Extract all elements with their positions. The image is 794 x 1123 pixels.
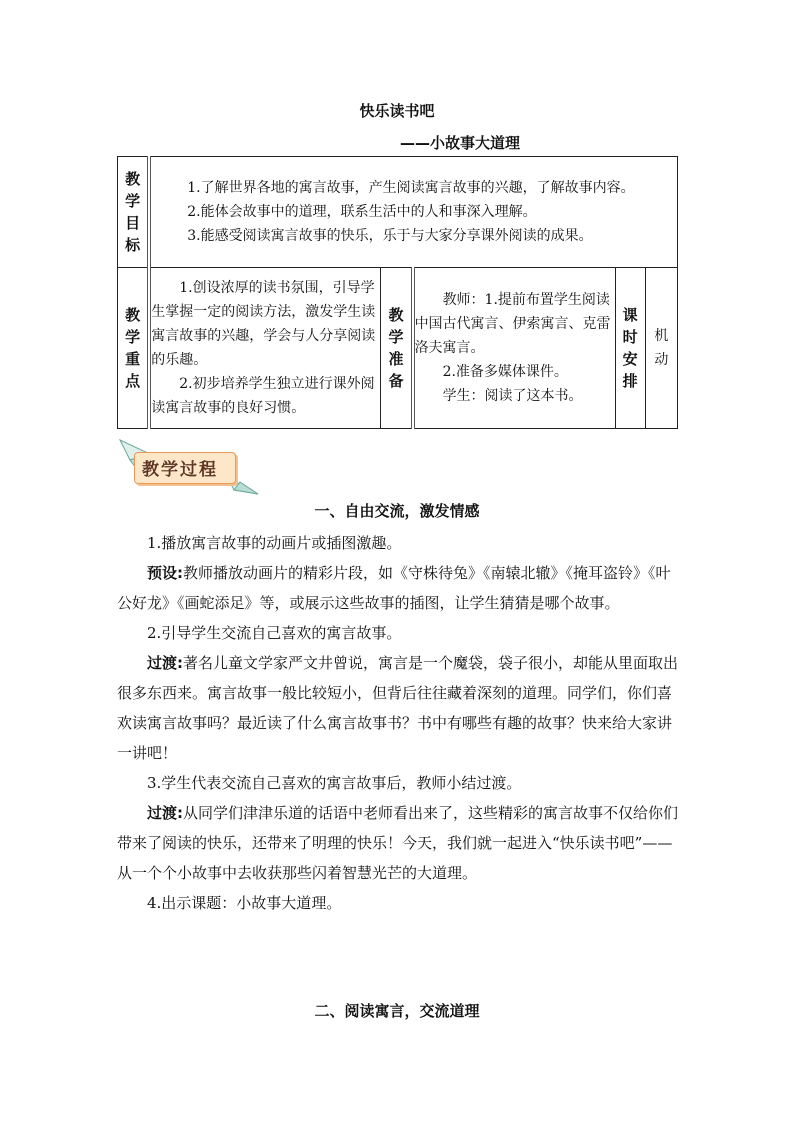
prep-header <box>381 268 413 429</box>
time-header <box>615 268 645 429</box>
time-header-char: 课 <box>622 306 638 324</box>
key-header-char: 学 <box>125 328 141 346</box>
key-header-char: 教 <box>125 306 141 324</box>
prep-item: 2.准备多媒体课件。 <box>442 364 568 380</box>
goals-header-char: 教 <box>125 170 141 188</box>
prep-cell <box>413 268 615 429</box>
key-point: 1.创设浓厚的读书氛围，引导学生掌握一定的阅读方法，激发学生读寓言故事的兴趣，学会与人分享阅读的乐趣。 <box>151 280 376 368</box>
time-header-char: 时 <box>622 328 638 346</box>
page-subtitle: ——小故事大道理 <box>400 134 521 152</box>
key-points-cell <box>149 268 381 429</box>
goals-row <box>118 157 678 268</box>
prep-item: 教师：1.提前布置学生阅读中国古代寓言、伊索寓言、克雷洛夫寓言。 <box>414 292 611 356</box>
lesson-plan-table <box>117 156 678 429</box>
prep-header-char: 备 <box>388 372 404 390</box>
goals-header-char: 学 <box>125 192 141 210</box>
page-title: 快乐读书吧 <box>359 102 435 120</box>
paragraph <box>117 558 678 618</box>
section-heading: 二、阅读寓言，交流道理 <box>314 1002 480 1020</box>
paragraph-label: 过渡: <box>147 804 183 822</box>
paragraph-text: 著名儿童文学家严文井曾说，寓言是一个魔袋，袋子很小，却能从里面取出很多东西来。寓言故事一般比较短小，但背后往往藏着深刻的道理。同学们，你们喜欢读寓言故事吗？最近读了什么寓言故事书？书中有哪些有趣的故事？快来给大家讲一讲吧！ <box>117 654 679 762</box>
paragraph-text: 从同学们津津乐道的话语中老师看出来了，这些精彩的寓言故事不仅给你们带来了阅读的快乐，还带来了明理的快乐！今天，我们就一起进入“快乐读书吧”——从一个个小故事中去收获那些闪着智慧光芒的大道理。 <box>117 804 679 882</box>
key-row <box>118 268 678 429</box>
paragraph-label: 过渡: <box>147 654 183 672</box>
key-header <box>118 268 150 429</box>
goal-item: 3.能感受阅读寓言故事的快乐，乐于与大家分享课外阅读的成果。 <box>187 228 593 244</box>
paragraph: 3.学生代表交流自己喜欢的寓言故事后，教师小结过渡。 <box>147 774 522 792</box>
prep-header-char: 教 <box>388 306 404 324</box>
goals-header <box>118 157 150 268</box>
prep-item: 学生：阅读了这本书。 <box>442 388 583 404</box>
prep-header-char: 学 <box>388 328 404 346</box>
goals-cell <box>149 157 677 268</box>
paragraph: 1.播放寓言故事的动画片或插图激趣。 <box>147 534 402 552</box>
paragraph <box>117 798 678 888</box>
time-header-char: 安 <box>622 350 638 368</box>
paragraph <box>117 648 678 768</box>
goals-header-char: 标 <box>125 236 141 254</box>
paragraph-label: 预设: <box>147 564 183 582</box>
goals-header-char: 目 <box>125 214 141 232</box>
key-point: 2.初步培养学生独立进行课外阅读寓言故事的良好习惯。 <box>151 376 375 416</box>
time-cell <box>645 268 677 429</box>
key-header-char: 点 <box>125 372 141 390</box>
goal-item: 2.能体会故事中的道理，联系生活中的人和事深入理解。 <box>187 204 537 220</box>
teaching-process-banner <box>116 438 266 496</box>
time-value-char: 动 <box>654 352 669 368</box>
goal-item: 1.了解世界各地的寓言故事，产生阅读寓言故事的兴趣，了解故事内容。 <box>187 180 635 196</box>
prep-header-char: 准 <box>388 350 404 368</box>
time-value-char: 机 <box>654 328 669 344</box>
paragraph: 4.出示课题：小故事大道理。 <box>147 894 342 912</box>
section-body <box>117 528 678 918</box>
key-header-char: 重 <box>125 350 141 368</box>
banner-label: 教学过程 <box>142 460 218 480</box>
section-heading: 一、自由交流，激发情感 <box>314 502 480 520</box>
time-header-char: 排 <box>622 372 638 390</box>
paragraph-text: 教师播放动画片的精彩片段，如《守株待兔》《南辕北辙》《掩耳盗铃》《叶公好龙》《画蛇添足》等，或展示这些故事的插图，让学生猜猜是哪个故事。 <box>117 564 671 612</box>
paragraph: 2.引导学生交流自己喜欢的寓言故事。 <box>147 624 402 642</box>
